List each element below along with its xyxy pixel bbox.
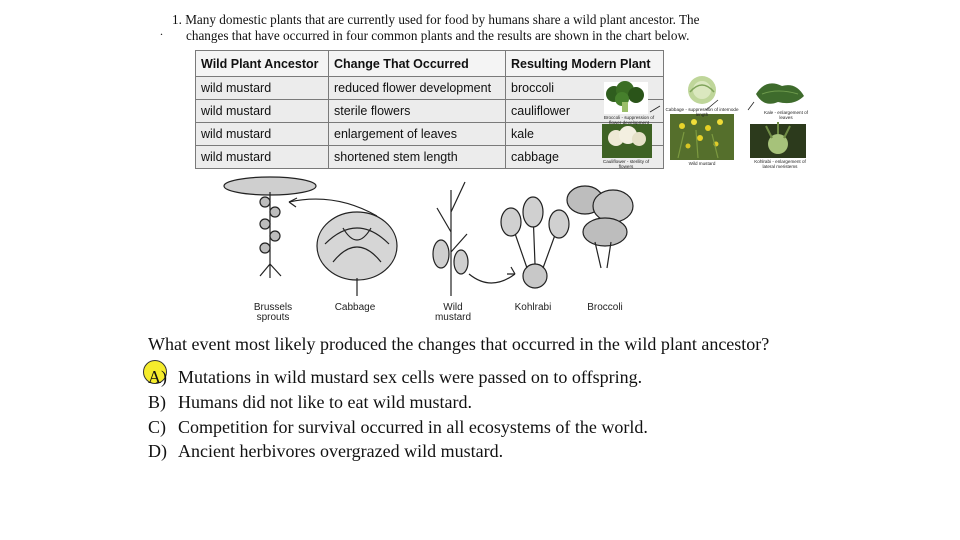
table-row	[196, 123, 664, 146]
table-cell: reduced flower development	[329, 77, 506, 100]
caption-wild-mustard: Wild mustard	[688, 161, 716, 166]
question-intro	[172, 12, 772, 44]
answer-option-a[interactable]	[148, 367, 642, 387]
kohlrabi-photo	[750, 122, 806, 158]
table-header-change: Change That Occurred	[329, 51, 506, 77]
table-cell: cauliflower	[506, 100, 664, 123]
broccoli-photo	[604, 81, 648, 114]
cabbage-drawing	[317, 212, 397, 296]
table-row	[196, 146, 664, 169]
table-header-row	[196, 51, 664, 77]
question-intro-line1: 1. Many domestic plants that are currently used for food by humans share a wild plant ancestor. The	[172, 12, 700, 27]
brussels-sprouts-drawing	[224, 177, 316, 278]
kale-photo	[756, 83, 804, 103]
table-row	[196, 77, 664, 100]
cabbage-photo	[688, 76, 716, 104]
caption-kohlrabi: Kohlrabi - enlargement of lateral meristems	[754, 159, 806, 169]
label-cabbage: Cabbage	[334, 302, 376, 313]
question-prompt: What event most likely produced the changes that occurred in the wild plant ancestor?	[148, 334, 770, 354]
brassica-line-drawing	[215, 172, 647, 324]
answer-option-b[interactable]	[148, 392, 472, 412]
wild-mustard-photo	[670, 114, 734, 160]
table-cell: kale	[506, 123, 664, 146]
option-text: Humans did not like to eat wild mustard.	[178, 392, 472, 412]
option-letter: D)	[148, 441, 167, 461]
brassica-photo-collage	[598, 72, 814, 168]
option-letter: B)	[148, 392, 166, 412]
table-cell: sterile flowers	[329, 100, 506, 123]
option-text: Ancient herbivores overgrazed wild mustard.	[178, 441, 504, 461]
table-cell: enlargement of leaves	[329, 123, 506, 146]
option-letter: C)	[148, 417, 166, 437]
plant-changes-table	[195, 50, 664, 169]
table-cell: wild mustard	[196, 77, 329, 100]
label-wild-mustard: Wild mustard	[434, 302, 472, 323]
table-cell: shortened stem length	[329, 146, 506, 169]
table-cell: wild mustard	[196, 146, 329, 169]
table-row	[196, 100, 664, 123]
label-brussels-sprouts: Brussels sprouts	[253, 302, 293, 323]
cauliflower-photo	[602, 124, 652, 158]
table-header-result: Resulting Modern Plant	[506, 51, 664, 77]
table-cell: cabbage	[506, 146, 664, 169]
table-cell: wild mustard	[196, 123, 329, 146]
label-broccoli: Broccoli	[587, 302, 623, 313]
caption-cabbage: Cabbage - suppression of internode length	[665, 107, 739, 117]
table-cell: wild mustard	[196, 100, 329, 123]
table-cell: broccoli	[506, 77, 664, 100]
caption-cauliflower: Cauliflower - sterility of flowers	[602, 159, 650, 169]
option-text: Mutations in wild mustard sex cells were passed on to offspring.	[178, 367, 643, 387]
caption-broccoli: Broccoli - suppression of flower development	[603, 115, 655, 125]
caption-kale: Kale - enlargement of leaves	[764, 110, 808, 120]
wild-mustard-drawing	[433, 182, 468, 296]
option-text: Competition for survival occurred in all ecosystems of the world.	[178, 417, 648, 437]
label-kohlrabi: Kohlrabi	[514, 302, 552, 313]
answer-option-c[interactable]	[148, 417, 648, 437]
broccoli-drawing	[567, 186, 633, 268]
answer-option-d[interactable]	[148, 441, 503, 461]
stray-dot: .	[160, 24, 163, 38]
table-header-ancestor: Wild Plant Ancestor	[196, 51, 329, 77]
question-intro-line2: changes that have occurred in four common plants and the results are shown in the chart below.	[186, 28, 690, 43]
option-letter: A)	[148, 367, 167, 387]
